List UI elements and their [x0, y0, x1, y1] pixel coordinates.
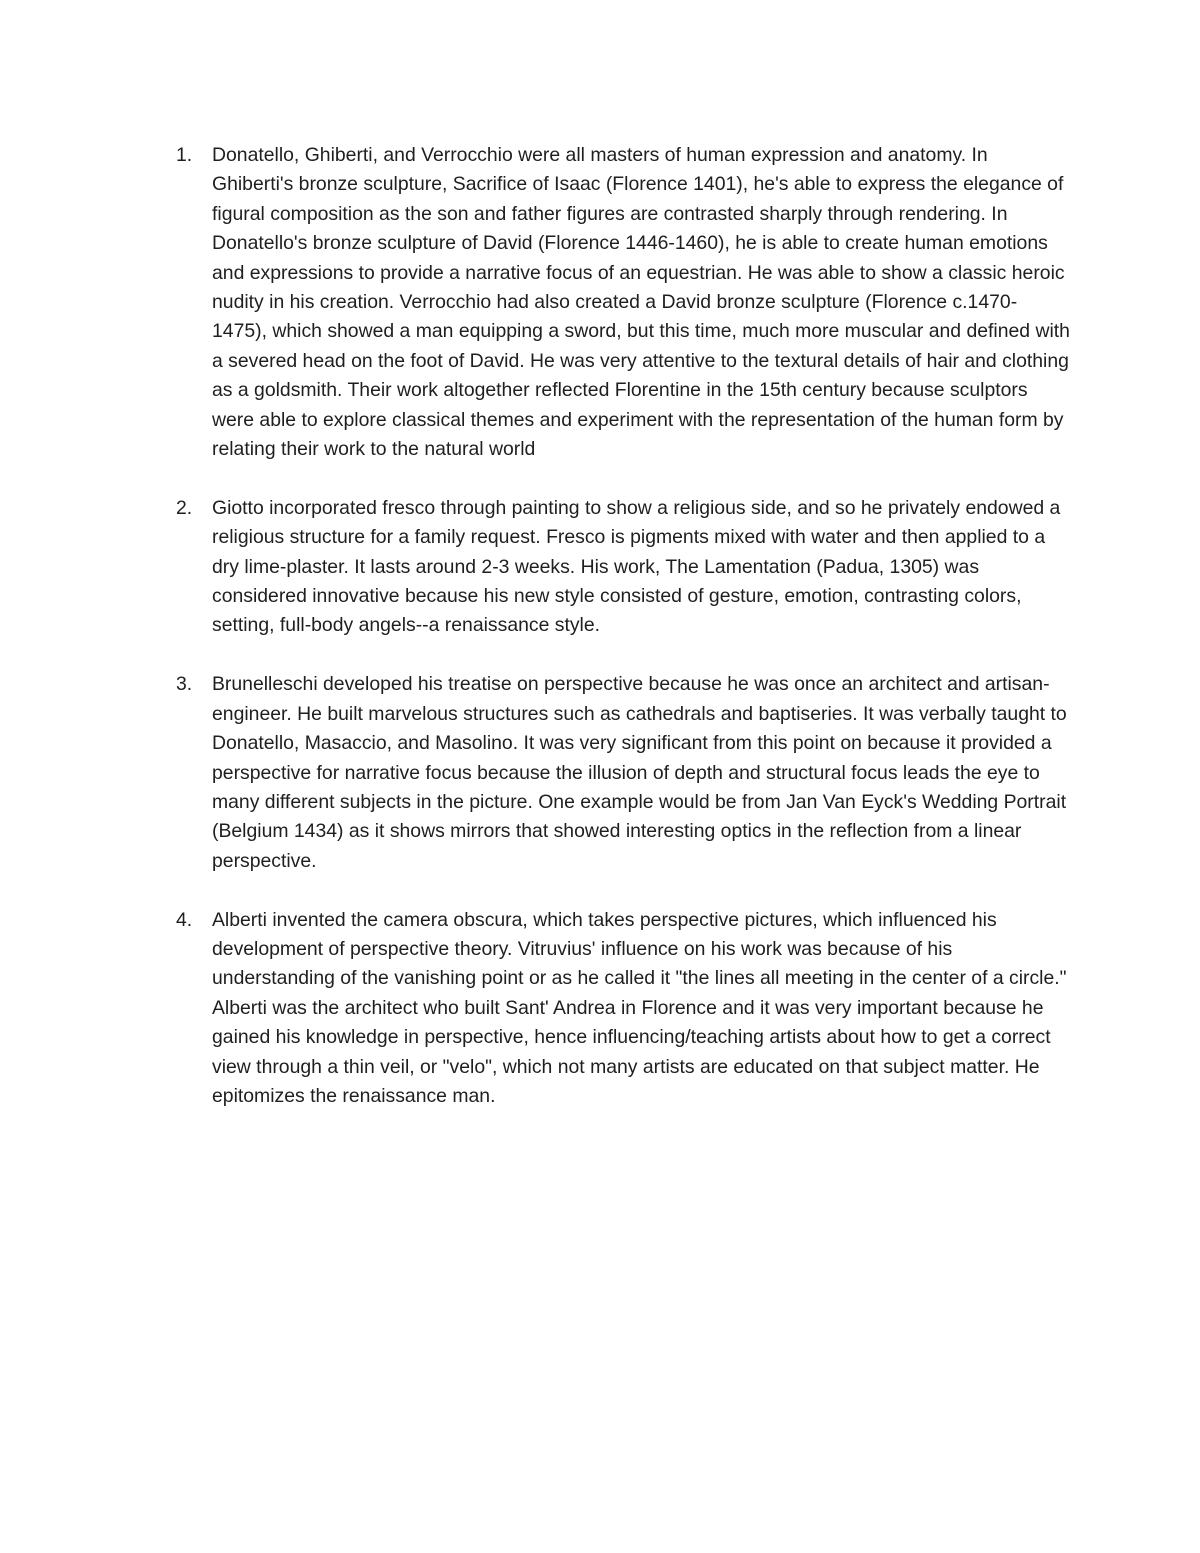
- answer-list: [172, 141, 1072, 1141]
- list-item: [172, 670, 1072, 876]
- item-number: 3.: [176, 673, 193, 696]
- list-item: [172, 494, 1072, 641]
- item-text: Giotto incorporated fresco through painting to show a religious side, and so he privately endowed a religious structure for a family request. Fresco is pigments mixed with water and then applied to a dry lime-plaster. It lasts around 2-3 weeks. His work, The Lamentation (Padua, 1305) was considered innovative because his new style consisted of gesture, emotion, contrasting colors, setting, full-body angels--a renaissance style.: [212, 496, 1061, 637]
- list-item: [172, 906, 1072, 1112]
- item-number: 4.: [176, 908, 193, 931]
- item-number: 1.: [176, 144, 193, 166]
- item-text: Alberti invented the camera obscura, which takes perspective pictures, which influenced his development of perspective theory. Vitruvius' influence on his work was because of his understanding of the vanishing point or as he called it "the lines all meeting in the center of a circle." Alberti was the architect who built Sant' Andrea in Florence and it was very important because he gained his knowledge in perspective, hence influencing/teaching artists about how to get a correct view through a thin veil, or "velo", which not many artists are educated on that subject matter. He epitomizes the renaissance man.: [212, 908, 1067, 1107]
- item-text: Brunelleschi developed his treatise on perspective because he was once an architect and artisan-engineer. He built marvelous structures such as cathedrals and baptiseries. It was verbally taught to Donatello, Masaccio, and Masolino. It was very significant from this point on because it provided a perspective for narrative focus because the illusion of depth and structural focus leads the eye to many different subjects in the picture. One example would be from Jan Van Eyck's Wedding Portrait (Belgium 1434) as it shows mirrors that showed interesting optics in the reflection from a linear perspective.: [212, 673, 1067, 872]
- item-text: Donatello, Ghiberti, and Verrocchio were all masters of human expression and anatomy. In Ghiberti's bronze sculpture, Sacrifice of Isaac (Florence 1401), he's able to express the elegance of figural composition as the son and father figures are contrasted sharply through rendering. In Donatello's bronze sculpture of David (Florence 1446-1460), he is able to create human emotions and expressions to provide a narrative focus of an equestrian. He was able to show a classic heroic nudity in his creation. Verrocchio had also created a David bronze sculpture (Florence c.1470-1475), which showed a man equipping a sword, but this time, much more muscular and defined with a severed head on the foot of David. He was very attentive to the textural details of hair and clothing as a goldsmith. Their work altogether reflected Florentine in the 15th century because sculptors were able to explore classical themes and experiment with the representation of the human form by relating their work to the natural world: [212, 144, 1070, 461]
- item-number: 2.: [176, 496, 193, 519]
- list-item: [172, 141, 1072, 464]
